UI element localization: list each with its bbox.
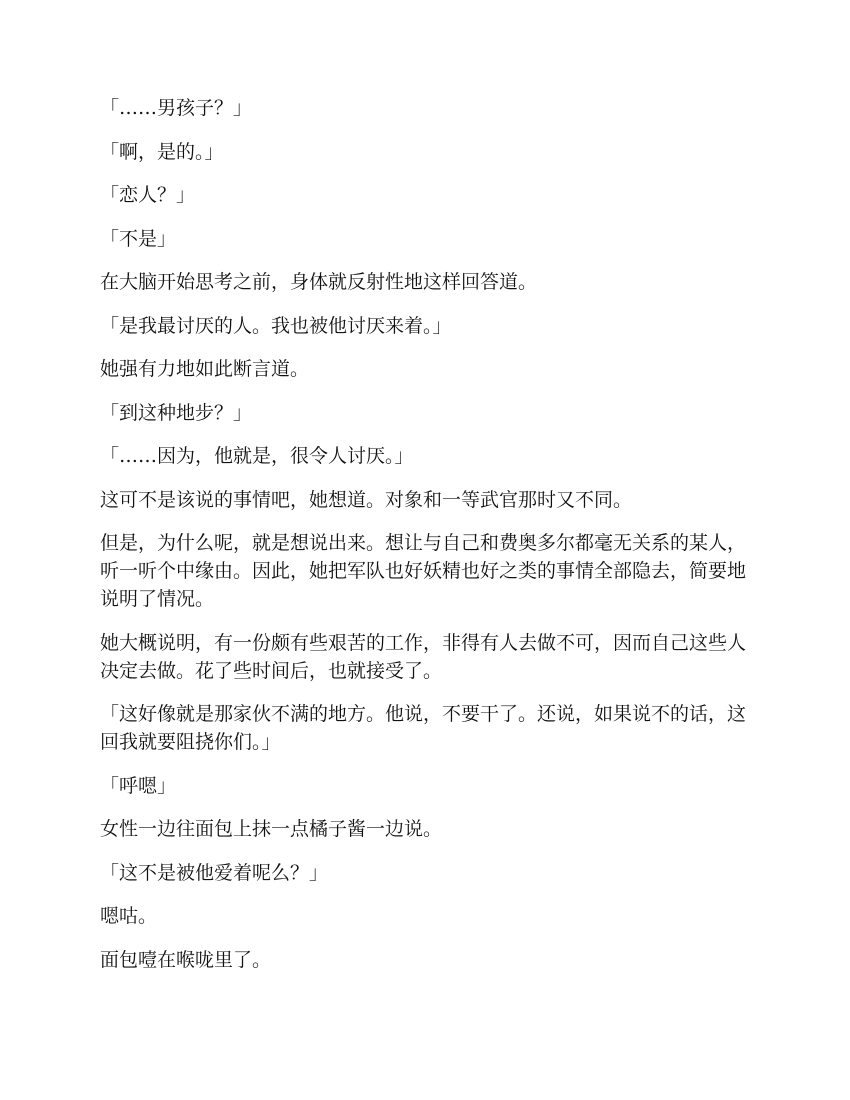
paragraph: 「这不是被他爱着呢么？」 — [100, 861, 329, 884]
paragraph: 「呼嗯」 — [100, 774, 177, 797]
paragraph: 「是我最讨厌的人。我也被他讨厌来着。」 — [100, 314, 452, 337]
paragraph: 女性一边往面包上抹一点橘子酱一边说。 — [100, 818, 443, 840]
paragraph: 「这好像就是那家伙不满的地方。他说，不要干了。还说，如果说不的话，这回我就要阻挠你们。」 — [100, 703, 747, 753]
paragraph: 「恋人？」 — [100, 184, 196, 206]
paragraph: 「……男孩子？」 — [100, 97, 253, 119]
paragraph: 在大脑开始思考之前，身体就反射性地这样回答道。 — [100, 271, 538, 293]
paragraph: 面包噎在喉咙里了。 — [100, 948, 272, 971]
paragraph: 嗯咕。 — [100, 905, 158, 927]
paragraph: 「啊，是的。」 — [100, 140, 224, 163]
paragraph: 她强有力地如此断言道。 — [100, 358, 310, 380]
document-page — [100, 94, 760, 989]
paragraph: 她大概说明，有一份颇有些艰苦的工作，非得有人去做不可，因而自己这些人决定去做。花了些时间后，也就接受了。 — [100, 631, 747, 682]
paragraph: 「到这种地步？」 — [100, 401, 253, 424]
paragraph: 但是，为什么呢，就是想说出来。想让与自己和费奥多尔都毫无关系的某人，听一听个中缘由。因此，她把军队也好妖精也好之类的事情全部隐去，简要地说明了情况。 — [100, 532, 747, 610]
paragraph: 「不是」 — [100, 227, 177, 250]
paragraph: 这可不是该说的事情吧，她想道。对象和一等武官那时又不同。 — [100, 488, 633, 511]
paragraph: 「……因为，他就是，很令人讨厌。」 — [100, 445, 414, 467]
